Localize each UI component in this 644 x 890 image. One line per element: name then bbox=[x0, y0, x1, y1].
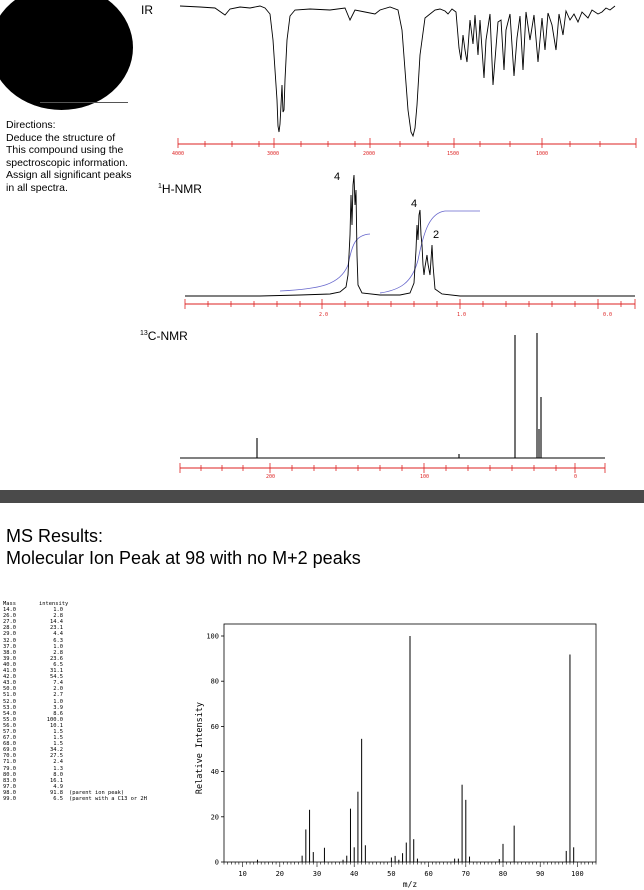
ms-col-mass: Mass bbox=[3, 601, 16, 607]
ms-y-tick-label: 60 bbox=[210, 722, 219, 731]
hnmr-integral-2 bbox=[380, 211, 480, 293]
ms-x-tick-label: 20 bbox=[275, 870, 285, 878]
ir-axis-ticks bbox=[178, 138, 636, 148]
ms-intensity-cell: 2.8 bbox=[53, 649, 63, 656]
ms-mass-cell: 79.0 bbox=[3, 765, 16, 772]
ir-label: IR bbox=[141, 3, 153, 17]
structure-line bbox=[40, 102, 128, 103]
ms-mass-cell: 69.0 bbox=[3, 747, 16, 754]
ms-y-tick-label: 80 bbox=[210, 677, 219, 686]
ms-x-tick-label: 50 bbox=[387, 870, 396, 878]
ms-mass-cell: 42.0 bbox=[3, 674, 16, 681]
ir-tick-3000: 3000 bbox=[267, 151, 280, 157]
ms-mass-cell: 97.0 bbox=[3, 783, 16, 790]
ms-mass-cell: 54.0 bbox=[3, 710, 16, 717]
cnmr-label: $^{13}$C-NMR bbox=[140, 329, 188, 343]
ms-mass-cell: 83.0 bbox=[3, 777, 16, 784]
ms-x-tick-label: 30 bbox=[312, 870, 322, 878]
ms-mass-cell: 50.0 bbox=[3, 686, 16, 693]
ms-intensity-cell: 8.0 bbox=[53, 771, 63, 778]
ms-mass-cell: 32.0 bbox=[3, 637, 16, 644]
ms-chart bbox=[188, 620, 608, 890]
ms-intensity-cell: 7.4 bbox=[53, 680, 63, 687]
ms-intensity-cell: 3.9 bbox=[53, 704, 63, 711]
ms-table bbox=[3, 601, 147, 802]
ms-intensity-cell: 31.1 bbox=[50, 668, 63, 675]
ms-y-tick-label: 40 bbox=[210, 768, 219, 777]
ms-x-tick-label: 70 bbox=[461, 870, 471, 878]
ir-spectrum bbox=[170, 0, 644, 160]
cnmr-tick-100: 100 bbox=[420, 474, 430, 480]
hnmr-integration-2: 4 bbox=[411, 198, 418, 210]
ms-y-tick-label: 100 bbox=[206, 632, 219, 641]
ms-mass-cell: 29.0 bbox=[3, 631, 16, 638]
ms-x-tick-label: 80 bbox=[498, 870, 508, 878]
ms-intensity-cell: 6.5 bbox=[53, 796, 63, 802]
hnmr-label: $^1$H-NMR bbox=[158, 182, 202, 196]
cnmr-peaks bbox=[257, 333, 541, 458]
ms-table-body bbox=[3, 607, 147, 802]
hnmr-spectrum bbox=[180, 165, 644, 325]
ms-intensity-cell: 2.8 bbox=[53, 613, 63, 620]
ms-intensity-cell: 23.1 bbox=[50, 625, 63, 632]
ms-mass-cell: 14.0 bbox=[3, 607, 16, 614]
ms-mass-cell: 51.0 bbox=[3, 692, 16, 699]
ms-x-tick-label: 100 bbox=[571, 870, 584, 878]
ms-mass-cell: 57.0 bbox=[3, 728, 16, 735]
ms-x-tick-label: 10 bbox=[238, 870, 247, 878]
ms-x-tick-label: 90 bbox=[535, 870, 545, 878]
ms-intensity-cell: 1.0 bbox=[53, 698, 63, 705]
ms-note-cell: (parent with a C13 or 2H bbox=[69, 796, 147, 802]
ms-mass-cell: 40.0 bbox=[3, 661, 16, 668]
ms-title: MS Results: Molecular Ion Peak at 98 with no M+2 peaks bbox=[6, 526, 361, 568]
ms-mass-cell: 52.0 bbox=[3, 698, 16, 705]
directions-text: Directions: Deduce the structure of This compound using the spectroscopic information. Assign all significant peaks in all spectra. bbox=[6, 119, 132, 194]
ms-mass-cell: 39.0 bbox=[3, 655, 16, 662]
ms-intensity-cell: 10.1 bbox=[50, 722, 63, 729]
ms-intensity-cell: 16.1 bbox=[50, 777, 63, 784]
ms-intensity-cell: 34.2 bbox=[50, 747, 63, 754]
ms-y-tick-label: 0 bbox=[214, 858, 219, 867]
ir-tick-1000: 1000 bbox=[536, 151, 549, 157]
ms-mass-cell: 27.0 bbox=[3, 619, 16, 626]
hnmr-tick-0: 0.0 bbox=[603, 312, 613, 318]
ms-y-axis-label: Relative Intensity bbox=[195, 701, 205, 795]
ms-intensity-cell: 4.9 bbox=[53, 783, 63, 790]
ms-mass-cell: 43.0 bbox=[3, 680, 16, 687]
ms-mass-cell: 67.0 bbox=[3, 735, 16, 742]
ms-intensity-cell: 1.0 bbox=[53, 607, 63, 614]
cnmr-spectrum bbox=[175, 325, 644, 485]
ir-tick-2000: 2000 bbox=[363, 151, 376, 157]
ms-mass-cell: 80.0 bbox=[3, 771, 16, 778]
ms-x-tick-label: 60 bbox=[424, 870, 433, 878]
section-divider bbox=[0, 490, 644, 503]
ms-mass-cell: 53.0 bbox=[3, 704, 16, 711]
ms-intensity-cell: 1.5 bbox=[53, 735, 63, 742]
hnmr-tick-2: 2.0 bbox=[319, 312, 329, 318]
hnmr-integration-3: 2 bbox=[433, 229, 440, 241]
ms-intensity-cell: 23.6 bbox=[50, 655, 63, 662]
ms-mass-cell: 41.0 bbox=[3, 668, 16, 675]
ms-x-tick-label: 40 bbox=[349, 870, 359, 878]
cnmr-tick-0: 0 bbox=[574, 474, 578, 480]
ir-tick-4000: 4000 bbox=[172, 151, 185, 157]
ms-mass-cell: 99.0 bbox=[3, 796, 16, 802]
ms-intensity-cell: 2.0 bbox=[53, 686, 63, 693]
ms-mass-cell: 68.0 bbox=[3, 741, 16, 748]
hnmr-tick-1: 1.0 bbox=[457, 312, 467, 318]
ms-intensity-cell: 8.6 bbox=[53, 710, 63, 717]
ms-mass-cell: 37.0 bbox=[3, 643, 16, 650]
ms-mass-cell: 26.0 bbox=[3, 613, 16, 620]
ms-intensity-cell: 6.5 bbox=[53, 661, 63, 668]
ms-intensity-cell: 27.5 bbox=[50, 753, 63, 760]
cnmr-tick-200: 200 bbox=[266, 474, 276, 480]
ms-intensity-cell: 54.5 bbox=[50, 674, 63, 681]
ms-mass-cell: 71.0 bbox=[3, 759, 16, 766]
ms-intensity-cell: 2.7 bbox=[53, 692, 63, 699]
ms-intensity-cell: 100.0 bbox=[46, 716, 63, 723]
ms-intensity-cell: 4.4 bbox=[53, 631, 63, 638]
ms-intensity-cell: 6.3 bbox=[53, 637, 63, 644]
ms-intensity-cell: 2.4 bbox=[53, 759, 63, 766]
ms-intensity-cell: 1.5 bbox=[53, 741, 63, 748]
ms-intensity-cell: 91.8 bbox=[50, 789, 63, 796]
ms-mass-cell: 98.0 bbox=[3, 789, 16, 796]
ms-mass-cell: 28.0 bbox=[3, 625, 16, 632]
ms-intensity-cell: 14.4 bbox=[50, 619, 63, 626]
ms-mass-cell: 38.0 bbox=[3, 649, 16, 656]
ms-table-row bbox=[3, 796, 147, 802]
ms-x-axis-label: m/z bbox=[402, 880, 418, 889]
ir-trace bbox=[180, 6, 615, 136]
ir-tick-1500: 1500 bbox=[447, 151, 460, 157]
ms-intensity-cell: 1.0 bbox=[53, 643, 63, 650]
ms-mass-cell: 55.0 bbox=[3, 716, 16, 723]
ms-mass-cell: 56.0 bbox=[3, 722, 16, 729]
ms-mass-cell: 70.0 bbox=[3, 753, 16, 760]
ms-y-tick-label: 20 bbox=[210, 813, 219, 822]
ms-intensity-cell: 1.3 bbox=[53, 765, 63, 772]
ms-intensity-cell: 1.5 bbox=[53, 728, 63, 735]
redaction-blob bbox=[0, 0, 133, 110]
ms-col-intensity: intensity bbox=[39, 601, 69, 607]
ms-note-cell: (parent ion peak) bbox=[69, 789, 125, 796]
hnmr-integration-1: 4 bbox=[334, 171, 341, 183]
